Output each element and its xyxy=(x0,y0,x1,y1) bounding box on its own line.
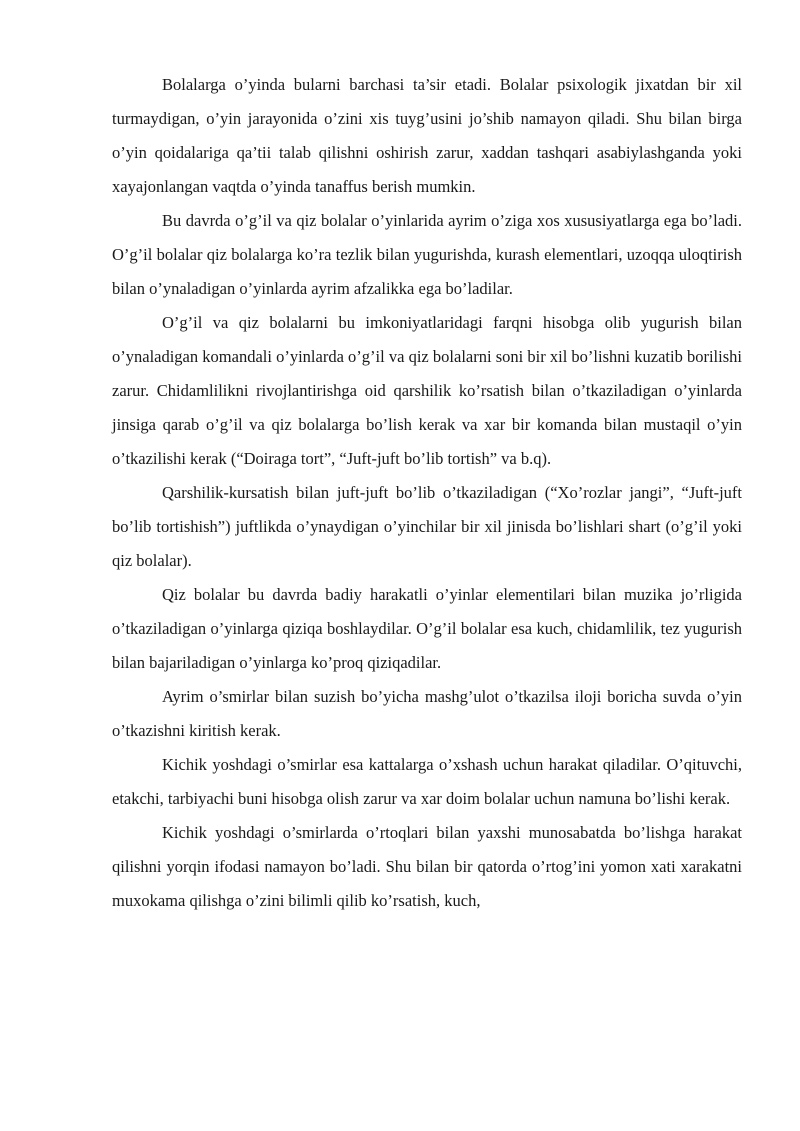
paragraph-1: Bolalarga o’yinda bularni barchasi ta’sir etadi. Bolalar psixologik jixatdan bir xil turmaydigan, o’yin jarayonida o’zini xis tuyg’usini jo’shib namayon qiladi. Shu bilan birga o’yin qoidalariga qa’tii talab qilishni oshirish zarur, xaddan tashqari asabiylashganda yoki xayajonlangan vaqtda o’yinda tanaffus berish mumkin. xyxy=(112,75,742,196)
paragraph-5: Qiz bolalar bu davrda badiy harakatli o’yinlar elementilari bilan muzika jo’rligida o’tkaziladigan o’yinlarga qiziqa boshlaydilar. O’g’il bolalar esa kuch, chidamlilik, tez yugurish bilan bajariladigan o’yinlarga ko’proq qiziqadilar. xyxy=(112,585,742,672)
paragraph-3: O’g’il va qiz bolalarni bu imkoniyatlaridagi farqni hisobga olib yugurish bilan o’ynaladigan komandali o’yinlarda o’g’il va qiz bolalarni soni bir xil bo’lishni kuzatib borilishi zarur. Chidamlilikni rivojlantirishga oid qarshilik ko’rsatish bilan o’tkaziladigan o’yinlarda jinsiga qarab o’g’il va qiz bolalarga bo’lish kerak va xar bir komanda bilan mustaqil o’yin o’tkazilishi kerak (“Doiraga tort”, “Juft-juft bo’lib tortish” va b.q). xyxy=(112,313,742,468)
document-page xyxy=(112,68,742,918)
paragraph-4: Qarshilik-kursatish bilan juft-juft bo’lib o’tkaziladigan (“Xo’rozlar jangi”, “Juft-juft bo’lib tortishish”) juftlikda o’ynaydigan o’yinchilar bir xil jinisda bo’lishlari shart (o’g’il yoki qiz bolalar). xyxy=(112,483,742,570)
paragraph-8: Kichik yoshdagi o’smirlarda o’rtoqlari bilan yaxshi munosabatda bo’lishga harakat qilishni yorqin ifodasi namayon bo’ladi. Shu bilan bir qatorda o’rtog’ini yomon xati xarakatni muxokama qilishga o’zini bilimli qilib ko’rsatish, kuch, xyxy=(112,823,742,910)
paragraph-7: Kichik yoshdagi o’smirlar esa kattalarga o’xshash uchun harakat qiladilar. O’qituvchi, etakchi, tarbiyachi buni hisobga olish zarur va xar doim bolalar uchun namuna bo’lishi kerak. xyxy=(112,755,742,808)
paragraph-6: Ayrim o’smirlar bilan suzish bo’yicha mashg’ulot o’tkazilsa iloji boricha suvda o’yin o’tkazishni kiritish kerak. xyxy=(112,687,742,740)
paragraph-2: Bu davrda o’g’il va qiz bolalar o’yinlarida ayrim o’ziga xos xususiyatlarga ega bo’ladi. O’g’il bolalar qiz bolalarga ko’ra tezlik bilan yugurishda, kurash elementlari, uzoqqa uloqtirish bilan o’ynaladigan o’yinlarda ayrim afzalikka ega bo’ladilar. xyxy=(112,211,742,298)
